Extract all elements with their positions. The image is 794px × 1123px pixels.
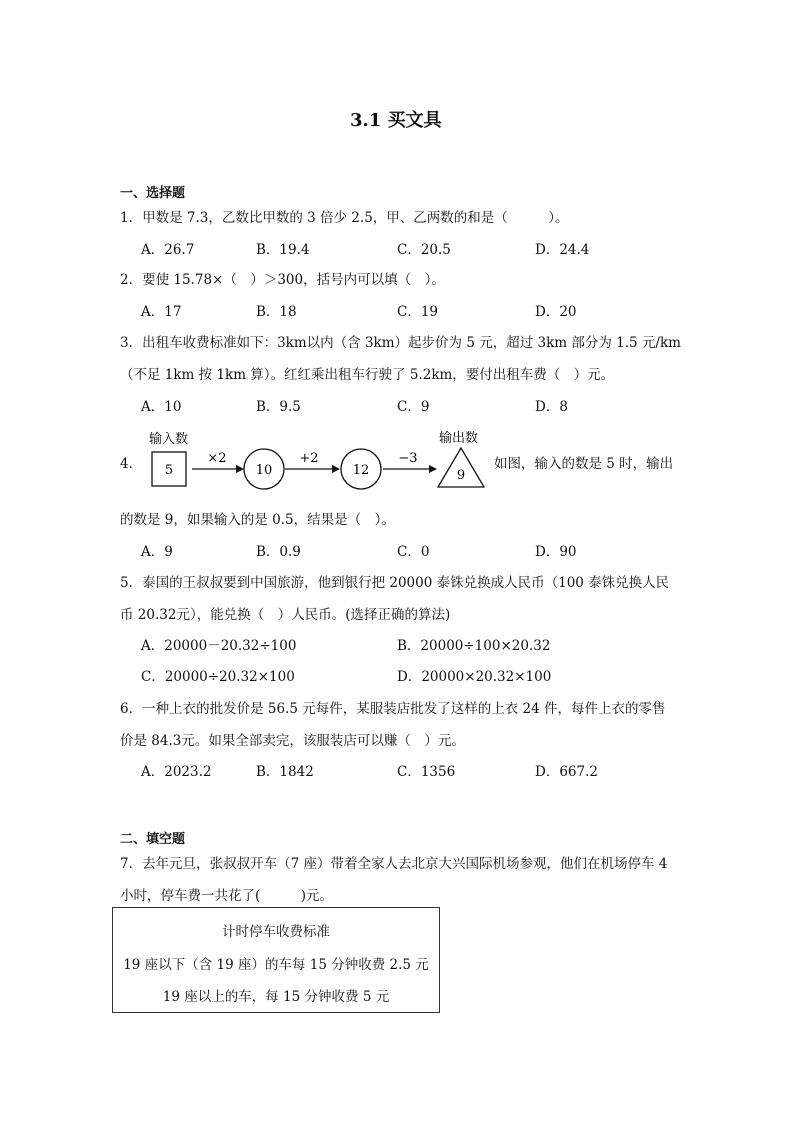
question-4-line-2: 的数是 9，如果输入的是 0.5，结果是（ ）。 — [120, 512, 395, 528]
q6-option-d[interactable]: D．667.2 — [535, 764, 598, 780]
q5-option-c[interactable]: C．20000÷20.32×100 — [141, 669, 295, 685]
question-7-line-2: 小时，停车费一共花了( )元。 — [120, 888, 334, 904]
q2-option-a[interactable]: A．17 — [141, 304, 182, 320]
q1-option-d[interactable]: D．24.4 — [535, 242, 590, 258]
parking-fee-row-2: 19 座以上的车，每 15 分钟收费 5 元 — [162, 989, 390, 1005]
q2-option-d[interactable]: D．20 — [535, 304, 577, 320]
q4-option-c[interactable]: C．0 — [397, 544, 430, 560]
value-1: 10 — [255, 463, 273, 478]
q3-option-b[interactable]: B．9.5 — [256, 399, 301, 415]
section-heading-fill: 二、填空题 — [120, 832, 186, 847]
parking-fee-table — [112, 907, 440, 1013]
question-3-line-2: （不足 1km 按 1km 算）。红红乘出租车行驶了 5.2km，要付出租车费（ ）元。 — [120, 367, 615, 383]
operation-2: +2 — [299, 451, 319, 466]
q6-option-a[interactable]: A．2023.2 — [141, 764, 212, 780]
output-label: 输出数 — [439, 431, 479, 446]
question-3-line-1: 3．出租车收费标准如下：3km以内（含 3km）起步价为 5 元，超过 3km 部分为 1.5 元/km — [120, 335, 681, 351]
q6-option-c[interactable]: C．1356 — [397, 764, 456, 780]
section-heading-choice: 一、选择题 — [120, 186, 186, 201]
parking-fee-title: 计时停车收费标准 — [222, 924, 330, 940]
q1-option-a[interactable]: A．26.7 — [141, 242, 195, 258]
question-1-text: 1．甲数是 7.3，乙数比甲数的 3 倍少 2.5，甲、乙两数的和是（ ）。 — [120, 210, 569, 226]
input-value: 5 — [164, 463, 174, 478]
q6-option-b[interactable]: B．1842 — [256, 764, 314, 780]
operation-1: ×2 — [207, 451, 227, 466]
question-7-line-1: 7．去年元旦，张叔叔开车（7 座）带着全家人去北京大兴国际机场参观，他们在机场停车 4 — [120, 856, 668, 872]
question-5-line-2: 币 20.32元），能兑换（ ）人民币。(选择正确的算法) — [120, 607, 451, 623]
question-6-line-1: 6．一种上衣的批发价是 56.5 元每件，某服装店批发了这样的上衣 24 件，每件上衣的零售 — [120, 701, 666, 717]
input-label: 输入数 — [149, 432, 189, 447]
output-value: 9 — [456, 468, 466, 483]
q3-option-c[interactable]: C．9 — [397, 399, 430, 415]
q1-option-b[interactable]: B．19.4 — [256, 242, 310, 258]
page-title: 3.1 买文具 — [350, 110, 442, 131]
q5-option-a[interactable]: A．20000－20.32÷100 — [141, 638, 297, 654]
q4-option-d[interactable]: D．90 — [535, 544, 577, 560]
q4-option-a[interactable]: A．9 — [141, 544, 173, 560]
q2-option-b[interactable]: B．18 — [256, 304, 297, 320]
q5-option-b[interactable]: B．20000÷100×20.32 — [397, 638, 551, 654]
question-5-line-1: 5．泰国的王叔叔要到中国旅游，他到银行把 20000 泰铢兑换成人民币（100 泰铢兑换人民 — [120, 575, 670, 591]
input-output-diagram — [135, 425, 495, 495]
q4-option-b[interactable]: B．0.9 — [256, 544, 301, 560]
q3-option-d[interactable]: D．8 — [535, 399, 568, 415]
q2-option-c[interactable]: C．19 — [397, 304, 439, 320]
q1-option-c[interactable]: C．20.5 — [397, 242, 451, 258]
q5-option-d[interactable]: D．20000×20.32×100 — [397, 669, 552, 685]
question-6-line-2: 价是 84.3元。如果全部卖完，该服装店可以赚（ ）元。 — [120, 733, 465, 749]
operation-3: −3 — [398, 451, 418, 466]
question-4-text-right: 如图，输入的数是 5 时，输出 — [494, 456, 674, 472]
question-4-number: 4． — [120, 456, 143, 472]
parking-fee-row-1: 19 座以下（含 19 座）的车每 15 分钟收费 2.5 元 — [123, 957, 429, 973]
q3-option-a[interactable]: A．10 — [141, 399, 182, 415]
value-2: 12 — [352, 463, 370, 478]
question-2-text: 2．要使 15.78×（ ）＞300，括号内可以填（ ）。 — [120, 272, 445, 288]
